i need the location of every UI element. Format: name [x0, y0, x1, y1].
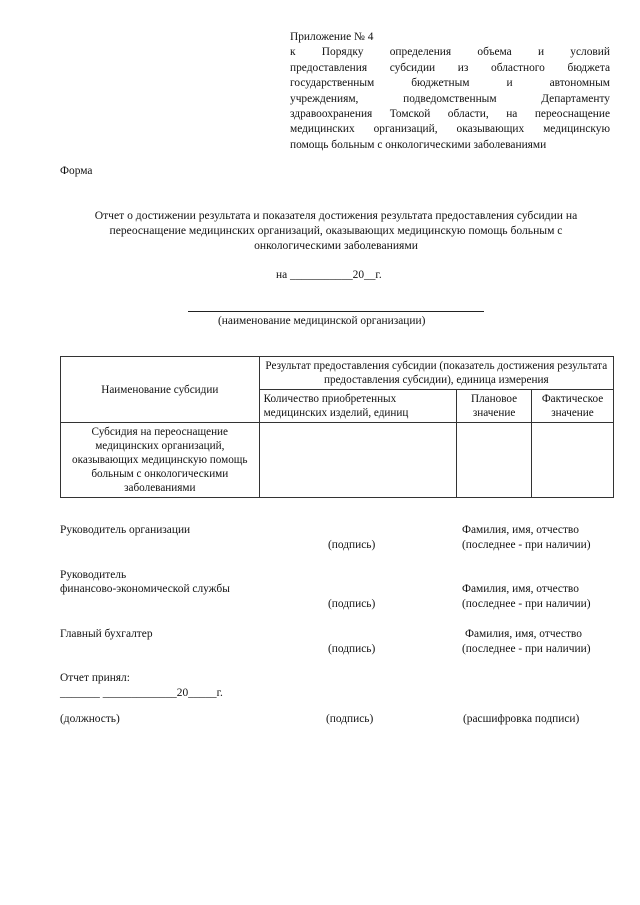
report-table [60, 356, 614, 498]
org-name-line [188, 311, 484, 312]
report-title [60, 208, 612, 253]
appendix-line: государственным бюджетным и автономным [290, 77, 610, 90]
appendix-line: здравоохранения Томской области, на переоснащение [290, 108, 610, 121]
quantity-header: Количество приобретенных медицинских изделий, единиц [259, 390, 457, 423]
head-fio-note: (последнее - при наличии) [462, 539, 591, 551]
fin-fio-caption: Фамилия, имя, отчество [462, 583, 579, 595]
org-name-caption: (наименование медицинской организации) [218, 315, 426, 327]
accountant-role: Главный бухгалтер [60, 628, 153, 640]
accepted-date: _______ _____________20_____г. [60, 687, 223, 699]
report-title-line: онкологическими заболеваниями [254, 239, 418, 252]
accepted-position-caption: (должность) [60, 713, 120, 725]
actual-value-cell[interactable] [532, 423, 614, 498]
head-role: Руководитель организации [60, 524, 191, 536]
actual-value-header: Фактическое значение [532, 390, 614, 423]
quantity-cell[interactable] [259, 423, 457, 498]
appendix-line: помощь больным с онкологическими заболеваниями [290, 138, 547, 151]
accountant-signature-caption: (подпись) [328, 643, 376, 655]
subsidy-name-cell: Субсидия на переоснащение медицинских организаций, оказывающих медицинскую помощь больным с онкологическими заболеваниями [61, 423, 260, 498]
accountant-fio-caption: Фамилия, имя, отчество [465, 628, 582, 640]
report-title-line: переоснащение медицинских организаций, оказывающих медицинскую помощь больным с [109, 224, 563, 237]
head-signature-caption: (подпись) [328, 539, 376, 551]
fin-fio-note: (последнее - при наличии) [462, 598, 591, 610]
planned-value-cell[interactable] [457, 423, 532, 498]
appendix-header [290, 30, 610, 153]
accountant-fio-note: (последнее - при наличии) [462, 643, 591, 655]
appendix-number: Приложение № 4 [290, 31, 374, 43]
report-date: на ___________20__г. [276, 269, 382, 281]
accepted-decode-caption: (расшифровка подписи) [463, 713, 580, 725]
result-header: Результат предоставления субсидии (показатель достижения результата предоставления субсидии), единица измерения [259, 357, 613, 390]
fin-signature-caption: (подпись) [328, 598, 376, 610]
report-title-line: Отчет о достижении результата и показателя достижения результата предоставления субсидии на [94, 209, 578, 222]
appendix-line: медицинских организаций, оказывающих медицинскую [290, 123, 610, 136]
fin-role: Руководитель [60, 569, 127, 581]
head-fio-caption: Фамилия, имя, отчество [462, 524, 579, 536]
accepted-label: Отчет принял: [60, 672, 130, 684]
planned-value-header: Плановое значение [457, 390, 532, 423]
subsidy-name-header: Наименование субсидии [61, 357, 260, 423]
appendix-line: предоставления субсидии из областного бюджета [290, 61, 610, 74]
appendix-line: к Порядку определения объема и условий [290, 46, 610, 59]
appendix-line: учреждениям, подведомственным Департаменту [290, 92, 610, 105]
fin-role-detail: финансово-экономической службы [60, 583, 230, 595]
accepted-signature-caption: (подпись) [326, 713, 374, 725]
form-label: Форма [60, 165, 93, 177]
